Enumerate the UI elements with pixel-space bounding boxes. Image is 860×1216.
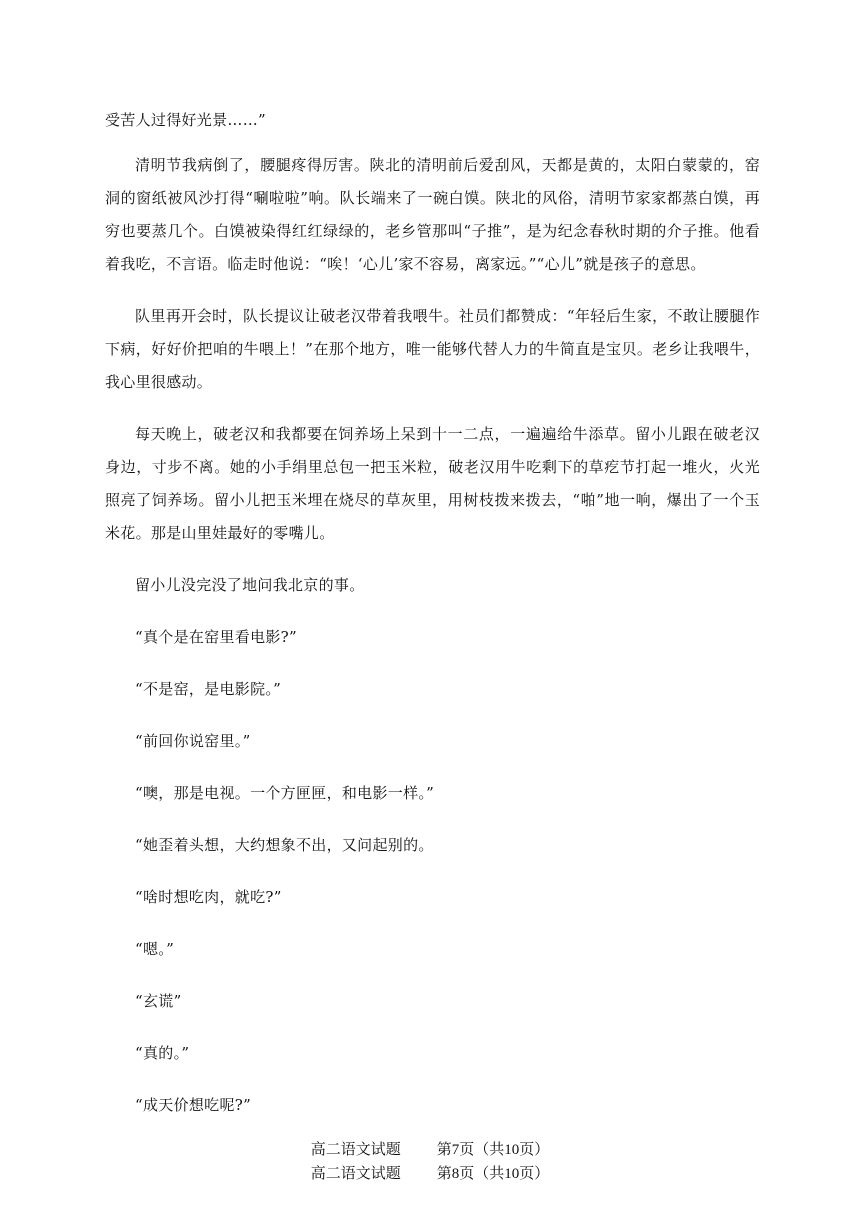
- dialogue-line: “玄谎”: [135, 992, 182, 1010]
- page-footer-8: [0, 1164, 860, 1184]
- dialogue-line: “嗯。”: [135, 940, 175, 958]
- paragraph-night-popcorn: 每天晚上，破老汉和我都要在饲养场上呆到十一二点，一遍遍给牛添草。留小儿跟在破老汉身边，寸步不离。她的小手绢里总包一把玉米粒，破老汉用牛吃剩下的草疙节打起一堆火，火光照亮了饲养场。留小儿把玉米埋在烧尽的草灰里，用树枝拨来拨去，“啪”地一响，爆出了一个玉米花。那是山里娃最好的零嘴儿。: [105, 425, 760, 542]
- footer-page-number: 第7页（共10页）: [436, 1142, 550, 1158]
- footer-title: 高二语文试题: [310, 1142, 401, 1158]
- paragraph-qingming: 清明节我病倒了，腰腿疼得厉害。陕北的清明前后爱刮风，天都是黄的，太阳白蒙蒙的，窑洞的窗纸被风沙打得“唰啦啦”响。队长端来了一碗白馍。陕北的风俗，清明节家家都蒸白馍，再穷也要蒸几个。白馍被染得红红绿绿的，老乡管那叫“子推”，是为纪念春秋时期的介子推。他看着我吃，不言语。临走时他说：“唉！‘心儿’家不容易，离家远。”“心儿”就是孩子的意思。: [105, 156, 760, 273]
- dialogue-line: “真的。”: [135, 1044, 190, 1062]
- paragraph-beijing-questions: 留小儿没完没了地问我北京的事。: [135, 576, 365, 594]
- footer-page-number: 第8页（共10页）: [436, 1166, 550, 1182]
- dialogue-line: “啥时想吃肉，就吃?”: [135, 888, 282, 906]
- page-footer-7: [0, 1140, 860, 1160]
- footer-title: 高二语文试题: [310, 1166, 401, 1182]
- dialogue-line: “噢，那是电视。一个方匣匣，和电影一样。”: [135, 784, 435, 802]
- dialogue-line: “不是窑，是电影院。”: [135, 680, 282, 698]
- dialogue-line: “前回你说窑里。”: [135, 732, 251, 750]
- dialogue-line: “成天价想吃呢?”: [135, 1096, 252, 1114]
- paragraph-feed-cattle: 队里再开会时，队长提议让破老汉带着我喂牛。社员们都赞成：“年轻后生家，不敢让腰腿作下病，好好价把咱的牛喂上！”在那个地方，唯一能够代替人力的牛简直是宝贝。老乡让我喂牛，我心里很感动。: [105, 307, 760, 391]
- dialogue-line: “她歪着头想，大约想象不出，又问起别的。: [135, 836, 434, 854]
- paragraph-continuation: 受苦人过得好光景……”: [105, 111, 266, 129]
- dialogue-line: “真个是在窑里看电影?”: [135, 628, 297, 646]
